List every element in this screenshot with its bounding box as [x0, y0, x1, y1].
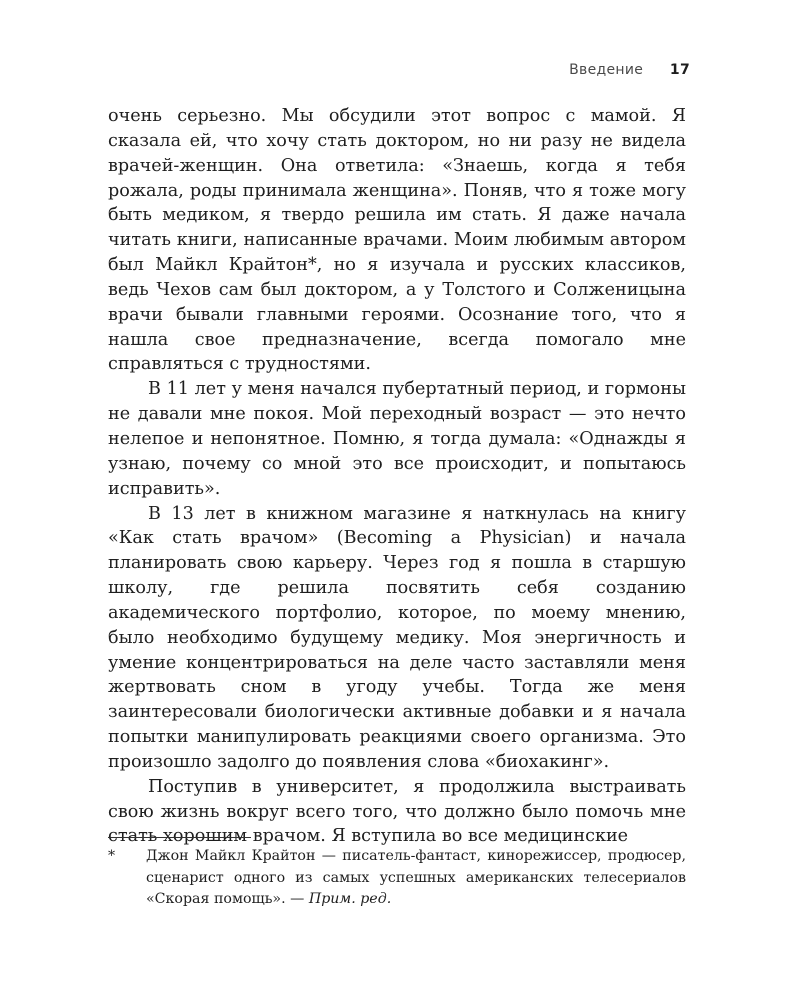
footnote-text-block	[146, 846, 686, 911]
running-header	[569, 62, 690, 78]
paragraph-1: очень серьезно. Мы обсудили этот вопрос с мамой. Я сказала ей, что хочу стать доктором, но ни разу не видела врачей-женщин. Она ответила: «Знаешь, когда я тебя рожала, роды принимала женщина». Поняв, что я тоже могу быть медиком, я твердо решила им стать. Я даже начала читать книги, написанные врачами. Моим любимым автором был Майкл Крайтон*, но я изучала и русских классиков, ведь Чехов сам был доктором, а у Толстого и Солженицына врачи бывали главными героями. Осознание того, что я нашла свое предназначение, всегда помогало мне справляться с трудностями.	[108, 106, 686, 375]
footnote	[108, 846, 686, 911]
paragraph-4: Поступив в университет, я продолжила выстраивать свою жизнь вокруг всего того, что должно было помочь мне стать хорошим врачом. Я вступила во все медицинские	[108, 776, 686, 847]
editor-note: Прим. ред.	[308, 891, 392, 907]
footnote-text: Джон Майкл Крайтон — писатель-фантаст, кинорежиссер, продюсер, сценарист одного из самых успешных американских телесериалов «Скорая помощь». —	[146, 848, 686, 907]
footnote-divider	[108, 837, 251, 838]
page-number: 17	[669, 62, 690, 78]
section-title: Введение	[569, 62, 644, 78]
paragraph-2: В 11 лет у меня начался пубертатный период, и гормоны не давали мне покоя. Мой переходный возраст — это нечто нелепое и непонятное. Помню, я тогда думала: «Однажды я узнаю, почему со мной это все происходит, и попытаюсь исправить».	[108, 379, 686, 499]
paragraph-3: В 13 лет в книжном магазине я наткнулась на книгу «Как стать врачом» (Becoming a Physician) и начала планировать свою карьеру. Через год я пошла в старшую школу, где решила посвятить себя созданию академического портфолио, которое, по моему мнению, было необходимо будущему медику. Моя энергичность и умение концентрироваться на деле часто заставляли меня жертвовать сном в угоду учебы. Тогда же меня заинтересовали биологически активные добавки и я начала попытки манипулировать реакциями своего организма. Это произошло задолго до появления слова «биохакинг».	[108, 503, 686, 772]
footnote-marker: *	[108, 848, 116, 864]
body-text	[108, 104, 686, 849]
